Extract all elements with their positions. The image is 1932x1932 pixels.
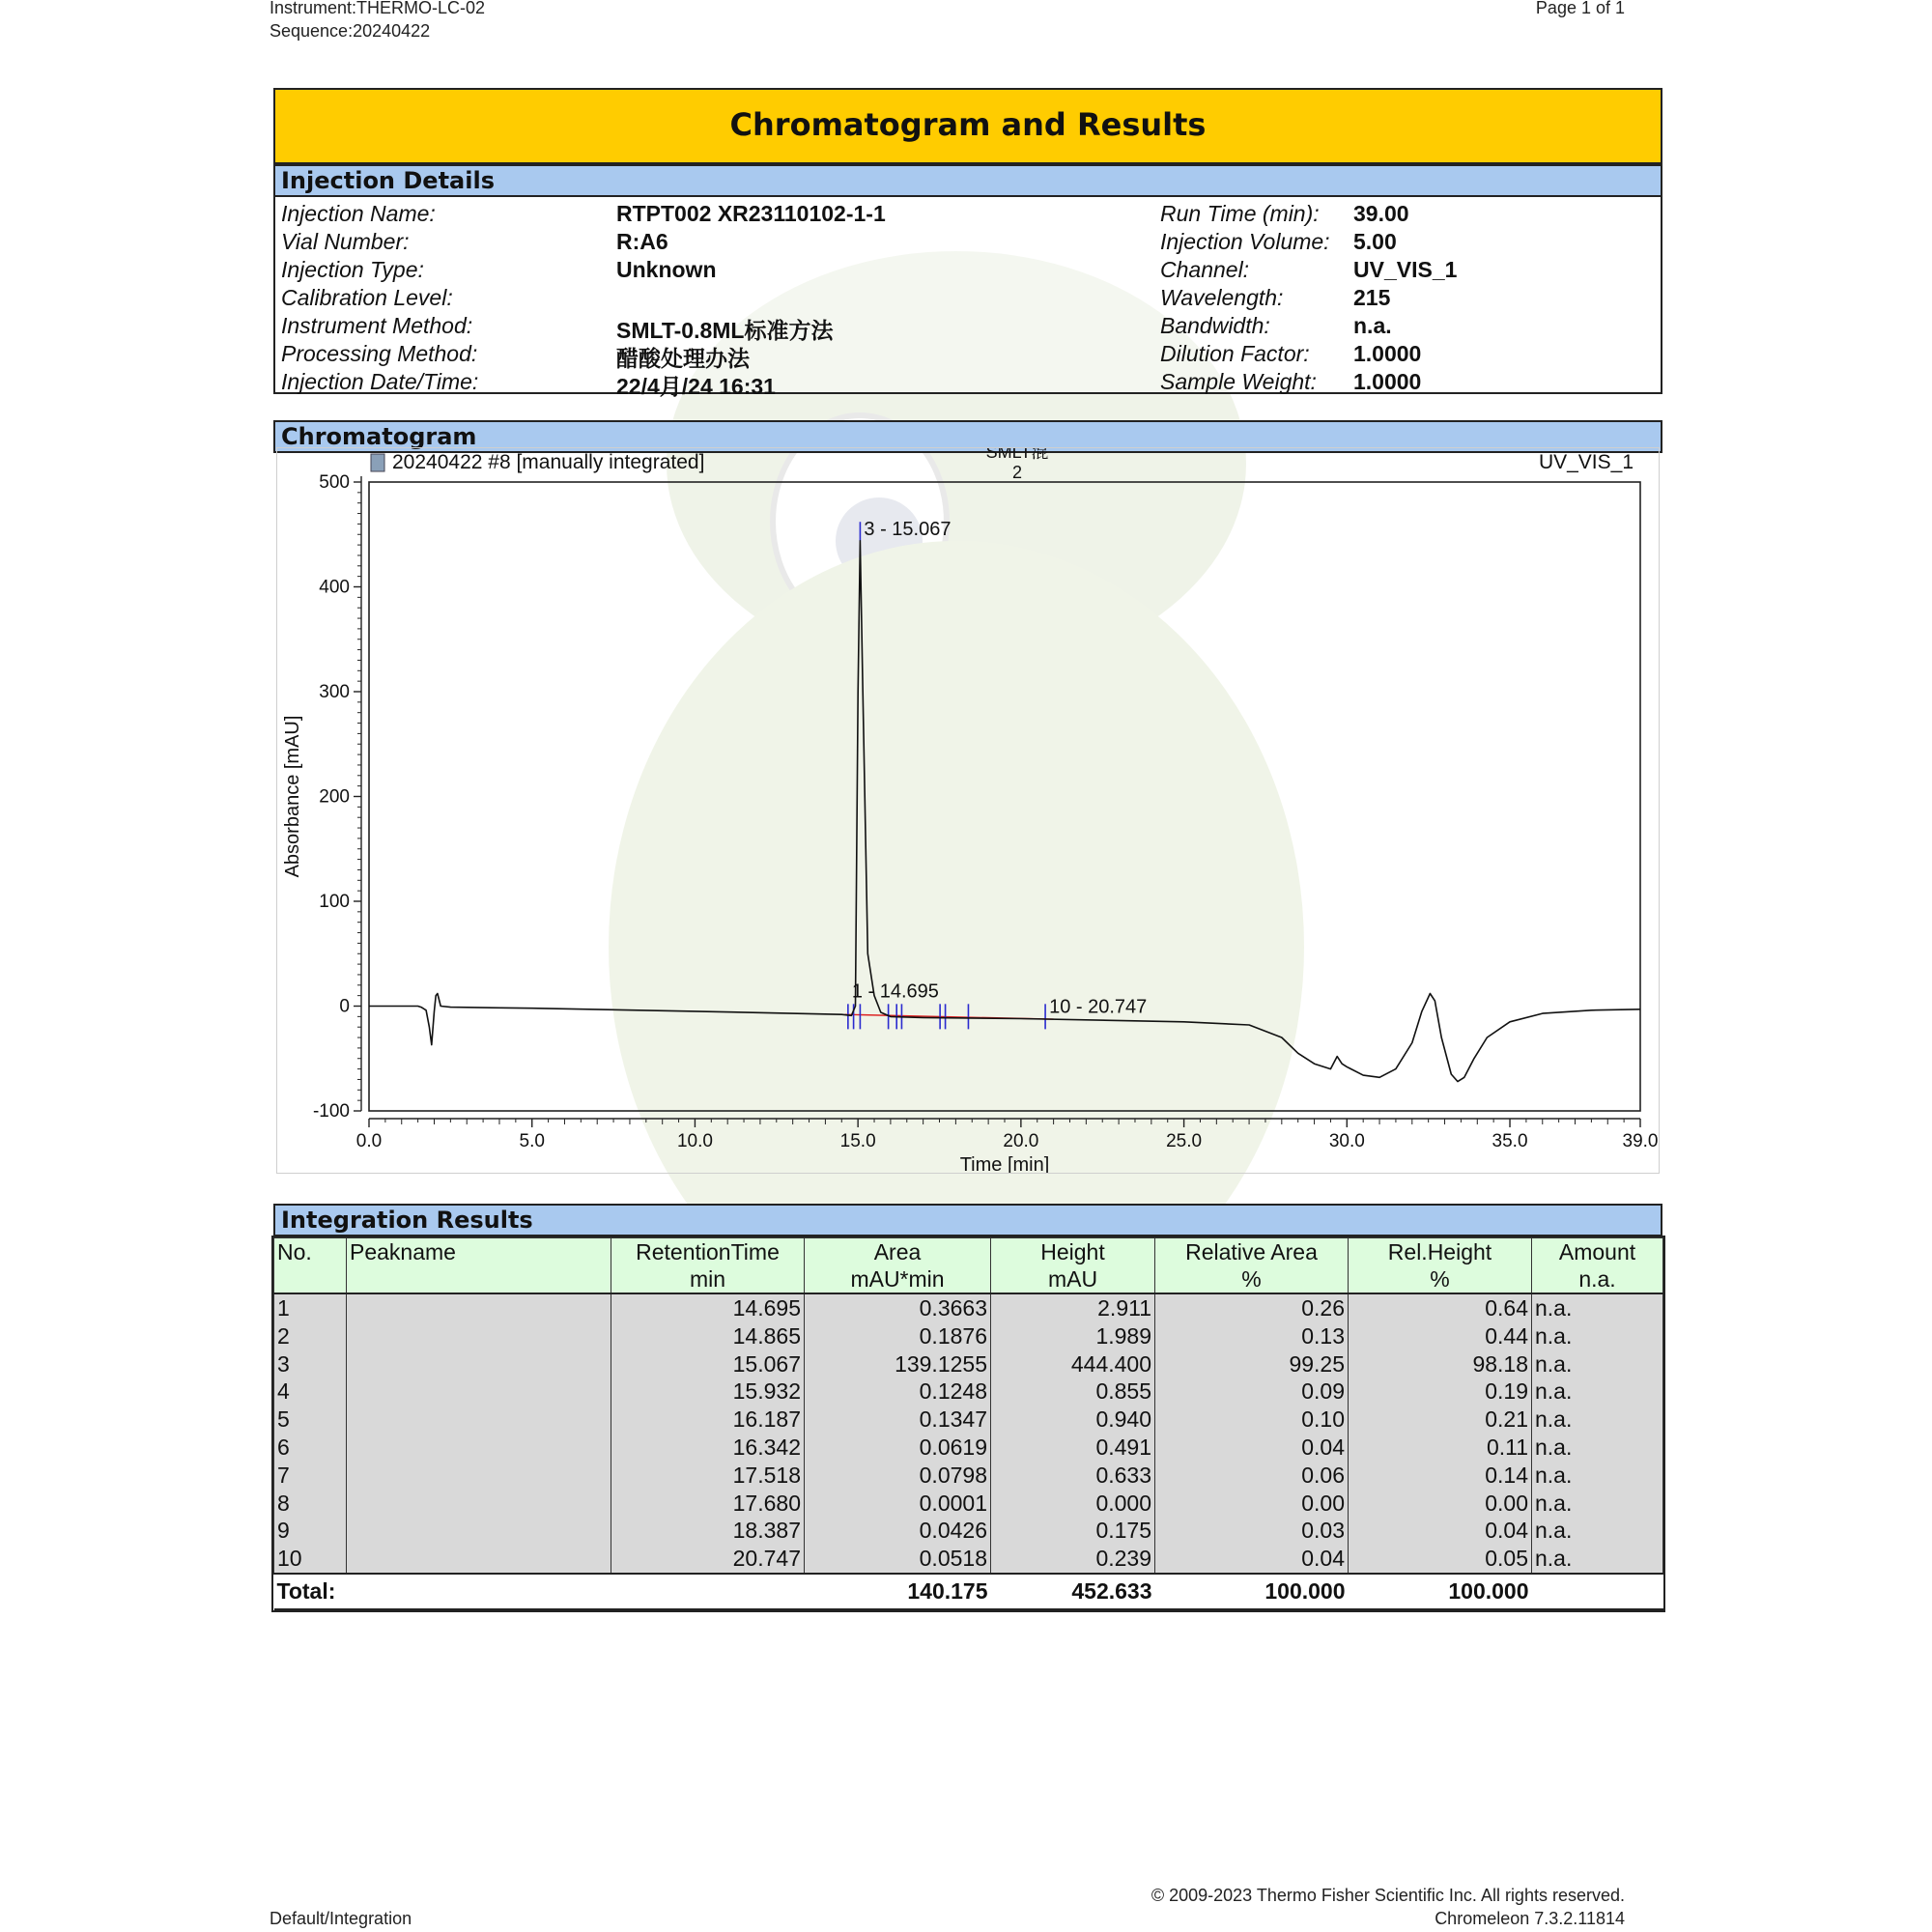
y-axis-title: Absorbance [mAU] <box>282 715 303 878</box>
table-cell: 2.911 <box>991 1293 1155 1322</box>
table-row <box>274 1322 1663 1350</box>
table-cell: 0.06 <box>1155 1462 1349 1490</box>
table-row <box>274 1406 1663 1434</box>
table-cell: 0.13 <box>1155 1322 1349 1350</box>
column-header-title: Relative Area <box>1185 1239 1318 1264</box>
x-axis-title: Time [min] <box>959 1154 1050 1173</box>
column-header-title: Peakname <box>350 1239 456 1264</box>
table-cell: 0.0001 <box>805 1490 991 1518</box>
peak-label: 10 - 20.747 <box>1049 996 1148 1018</box>
injection-field-value: 39.00 <box>1353 201 1409 226</box>
table-cell: 0.633 <box>991 1462 1155 1490</box>
table-cell: 17.680 <box>611 1490 805 1518</box>
table-row <box>274 1434 1663 1462</box>
column-header-unit <box>350 1265 608 1293</box>
table-cell: 1 <box>274 1293 347 1322</box>
injection-field-label: Injection Name: <box>281 201 436 226</box>
injection-details-header: Injection Details <box>273 164 1662 197</box>
table-row <box>274 1462 1663 1490</box>
total-rel-height: 100.000 <box>1349 1574 1532 1609</box>
injection-field-label: Channel: <box>1160 257 1250 282</box>
x-tick-label: 10.0 <box>676 1131 713 1151</box>
total-area: 140.175 <box>805 1574 991 1609</box>
table-cell: 8 <box>274 1490 347 1518</box>
injection-field-value: 215 <box>1353 285 1391 310</box>
chart-title: 20240422 #8 [manually integrated] <box>392 451 705 473</box>
table-cell: 0.1876 <box>805 1322 991 1350</box>
table-row <box>274 1293 1663 1322</box>
table-cell: 10 <box>274 1545 347 1574</box>
column-header <box>611 1238 805 1294</box>
table-row <box>274 1545 1663 1574</box>
table-cell: 0.175 <box>991 1517 1155 1545</box>
table-cell: 0.000 <box>991 1490 1155 1518</box>
table-cell: n.a. <box>1532 1490 1663 1518</box>
table-cell: 0.940 <box>991 1406 1155 1434</box>
table-cell: 14.865 <box>611 1322 805 1350</box>
table-cell: n.a. <box>1532 1462 1663 1490</box>
instrument-label: Instrument:THERMO-LC-02 <box>270 0 486 17</box>
table-cell: 0.05 <box>1349 1545 1532 1574</box>
table-cell: n.a. <box>1532 1434 1663 1462</box>
injection-field-label: Run Time (min): <box>1160 201 1320 226</box>
column-header-title: Rel.Height <box>1387 1239 1492 1264</box>
column-header-unit: mAU*min <box>850 1266 945 1292</box>
table-cell: 0.09 <box>1155 1378 1349 1406</box>
chromatogram-trace <box>369 541 1640 1082</box>
column-header <box>1349 1238 1532 1294</box>
column-header-title: RetentionTime <box>636 1239 780 1264</box>
table-cell: 4 <box>274 1378 347 1406</box>
x-tick-label: 0.0 <box>355 1131 383 1151</box>
column-header <box>347 1238 611 1294</box>
column-header <box>1155 1238 1349 1294</box>
column-header-unit: % <box>1241 1266 1262 1292</box>
x-tick-label: 39.0 <box>1622 1131 1659 1151</box>
integration-results-header: Integration Results <box>273 1204 1662 1236</box>
total-height: 452.633 <box>991 1574 1155 1609</box>
injection-field-value: n.a. <box>1353 313 1392 338</box>
table-cell: 0.0798 <box>805 1462 991 1490</box>
total-empty-cell <box>347 1574 611 1609</box>
injection-field-value: 1.0000 <box>1353 341 1422 366</box>
table-cell: 2 <box>274 1322 347 1350</box>
injection-field-label: Dilution Factor: <box>1160 341 1310 366</box>
total-label: Total: <box>274 1574 347 1609</box>
table-cell: 0.10 <box>1155 1406 1349 1434</box>
table-cell: 1.989 <box>991 1322 1155 1350</box>
table-cell: 0.855 <box>991 1378 1155 1406</box>
total-empty-cell <box>1532 1574 1663 1609</box>
table-cell: 0.00 <box>1349 1490 1532 1518</box>
table-cell: 18.387 <box>611 1517 805 1545</box>
peak-label: 1 - 14.695 <box>851 980 939 1003</box>
table-cell: 0.11 <box>1349 1434 1532 1462</box>
table-cell: 15.932 <box>611 1378 805 1406</box>
column-header-title: Height <box>1040 1239 1105 1264</box>
table-cell: 98.18 <box>1349 1350 1532 1378</box>
y-tick-label: 400 <box>319 577 350 598</box>
injection-field-label: Sample Weight: <box>1160 369 1317 394</box>
table-cell: n.a. <box>1532 1378 1663 1406</box>
table-cell <box>347 1350 611 1378</box>
injection-field-value: RTPT002 XR23110102-1-1 <box>616 201 886 226</box>
footer-copyright: © 2009-2023 Thermo Fisher Scientific Inc. All rights reserved. <box>1151 1886 1625 1905</box>
chart-subtitle-line2: 2 <box>1011 463 1023 482</box>
table-cell: 0.64 <box>1349 1293 1532 1322</box>
column-header <box>805 1238 991 1294</box>
injection-field-value: 醋酸处理办法 <box>616 346 750 371</box>
table-cell: n.a. <box>1532 1406 1663 1434</box>
table-cell: 0.04 <box>1349 1517 1532 1545</box>
table-cell: 0.239 <box>991 1545 1155 1574</box>
table-cell: 0.21 <box>1349 1406 1532 1434</box>
column-header-title: Amount <box>1558 1239 1636 1264</box>
injection-details-panel <box>273 195 1662 399</box>
table-cell: 0.0426 <box>805 1517 991 1545</box>
injection-field-label: Vial Number: <box>281 229 410 254</box>
table-cell: 0.0619 <box>805 1434 991 1462</box>
injection-field-label: Instrument Method: <box>281 313 473 338</box>
table-cell <box>347 1462 611 1490</box>
y-tick-label: 200 <box>319 786 350 808</box>
table-cell: 0.491 <box>991 1434 1155 1462</box>
table-cell: n.a. <box>1532 1293 1663 1322</box>
column-header-title: No. <box>277 1239 312 1264</box>
injection-field-label: Calibration Level: <box>281 285 453 310</box>
injection-field-value: R:A6 <box>616 229 668 254</box>
injection-field-value: UV_VIS_1 <box>1353 257 1458 282</box>
table-cell <box>347 1378 611 1406</box>
table-cell: 139.1255 <box>805 1350 991 1378</box>
injection-field-label: Processing Method: <box>281 341 478 366</box>
injection-field-value: 1.0000 <box>1353 369 1422 394</box>
injection-field-label: Injection Volume: <box>1160 229 1330 254</box>
total-row <box>274 1574 1663 1609</box>
injection-field-value: 5.00 <box>1353 229 1397 254</box>
x-tick-label: 25.0 <box>1166 1131 1203 1151</box>
table-cell: 6 <box>274 1434 347 1462</box>
table-cell <box>347 1406 611 1434</box>
table-cell: 15.067 <box>611 1350 805 1378</box>
table-cell: n.a. <box>1532 1322 1663 1350</box>
table-cell: 17.518 <box>611 1462 805 1490</box>
table-cell: 20.747 <box>611 1545 805 1574</box>
table-cell: 16.342 <box>611 1434 805 1462</box>
x-tick-label: 15.0 <box>839 1131 876 1151</box>
table-cell: 0.03 <box>1155 1517 1349 1545</box>
injection-icon <box>371 454 384 471</box>
injection-field-value: SMLT-0.8ML标准方法 <box>616 318 834 343</box>
table-cell: 7 <box>274 1462 347 1490</box>
x-tick-label: 30.0 <box>1328 1131 1365 1151</box>
channel-label: UV_VIS_1 <box>1538 451 1634 473</box>
table-cell: n.a. <box>1532 1517 1663 1545</box>
table-row <box>274 1378 1663 1406</box>
table-row <box>274 1350 1663 1378</box>
table-cell: 14.695 <box>611 1293 805 1322</box>
footer-left: Default/Integration <box>270 1909 412 1928</box>
table-cell <box>347 1322 611 1350</box>
injection-field-value: Unknown <box>616 257 717 282</box>
table-cell <box>347 1434 611 1462</box>
table-cell: n.a. <box>1532 1350 1663 1378</box>
y-tick-label: 300 <box>319 682 350 702</box>
integration-results-table <box>273 1237 1663 1610</box>
y-tick-label: 500 <box>319 472 350 493</box>
table-cell: 0.1248 <box>805 1378 991 1406</box>
x-tick-label: 20.0 <box>1003 1131 1039 1151</box>
page-number: Page 1 of 1 <box>1535 0 1625 17</box>
report-title: Chromatogram and Results <box>273 88 1662 164</box>
y-tick-label: 0 <box>339 996 350 1017</box>
x-tick-label: 5.0 <box>519 1131 545 1151</box>
injection-field-label: Injection Date/Time: <box>281 369 479 394</box>
sequence-label: Sequence:20240422 <box>270 21 431 41</box>
table-row <box>274 1490 1663 1518</box>
column-header-unit: mAU <box>1047 1266 1098 1292</box>
chromatogram-svg <box>277 448 1659 1173</box>
peak-label: 3 - 15.067 <box>864 518 952 540</box>
table-cell: 0.1347 <box>805 1406 991 1434</box>
plot-frame <box>369 482 1640 1111</box>
total-empty-cell <box>611 1574 805 1609</box>
x-tick-label: 35.0 <box>1492 1131 1528 1151</box>
table-cell: 0.04 <box>1155 1434 1349 1462</box>
table-cell: 0.26 <box>1155 1293 1349 1322</box>
column-header-unit: min <box>689 1266 726 1292</box>
table-cell <box>347 1490 611 1518</box>
y-tick-label: 100 <box>319 892 350 912</box>
table-cell <box>347 1517 611 1545</box>
injection-field-value: 22/4月/24 16:31 <box>616 374 776 399</box>
chromatogram-header: Chromatogram <box>273 420 1662 453</box>
table-row <box>274 1517 1663 1545</box>
column-header-unit: n.a. <box>1578 1266 1616 1292</box>
injection-field-label: Injection Type: <box>281 257 424 282</box>
y-tick-label: -100 <box>312 1101 350 1122</box>
table-cell: 0.14 <box>1349 1462 1532 1490</box>
injection-field-label: Wavelength: <box>1160 285 1284 310</box>
table-cell: 0.19 <box>1349 1378 1532 1406</box>
table-cell: 99.25 <box>1155 1350 1349 1378</box>
table-cell: 16.187 <box>611 1406 805 1434</box>
column-header <box>1532 1238 1663 1294</box>
table-cell: n.a. <box>1532 1545 1663 1574</box>
table-cell: 0.00 <box>1155 1490 1349 1518</box>
column-header-title: Area <box>873 1239 922 1264</box>
table-cell: 0.44 <box>1349 1322 1532 1350</box>
column-header-unit: % <box>1430 1266 1450 1292</box>
table-cell: 9 <box>274 1517 347 1545</box>
table-cell: 0.04 <box>1155 1545 1349 1574</box>
table-cell: 444.400 <box>991 1350 1155 1378</box>
column-header-unit <box>277 1265 343 1293</box>
table-cell: 0.0518 <box>805 1545 991 1574</box>
column-header <box>991 1238 1155 1294</box>
table-cell: 0.3663 <box>805 1293 991 1322</box>
chart-subtitle-line1: SMLT混 <box>985 448 1049 462</box>
column-header <box>274 1238 347 1294</box>
table-cell <box>347 1545 611 1574</box>
chromatogram-chart <box>276 447 1660 1174</box>
injection-field-label: Bandwidth: <box>1160 313 1270 338</box>
table-cell <box>347 1293 611 1322</box>
total-rel-area: 100.000 <box>1155 1574 1349 1609</box>
table-cell: 5 <box>274 1406 347 1434</box>
table-cell: 3 <box>274 1350 347 1378</box>
footer-version: Chromeleon 7.3.2.11814 <box>1435 1909 1625 1928</box>
